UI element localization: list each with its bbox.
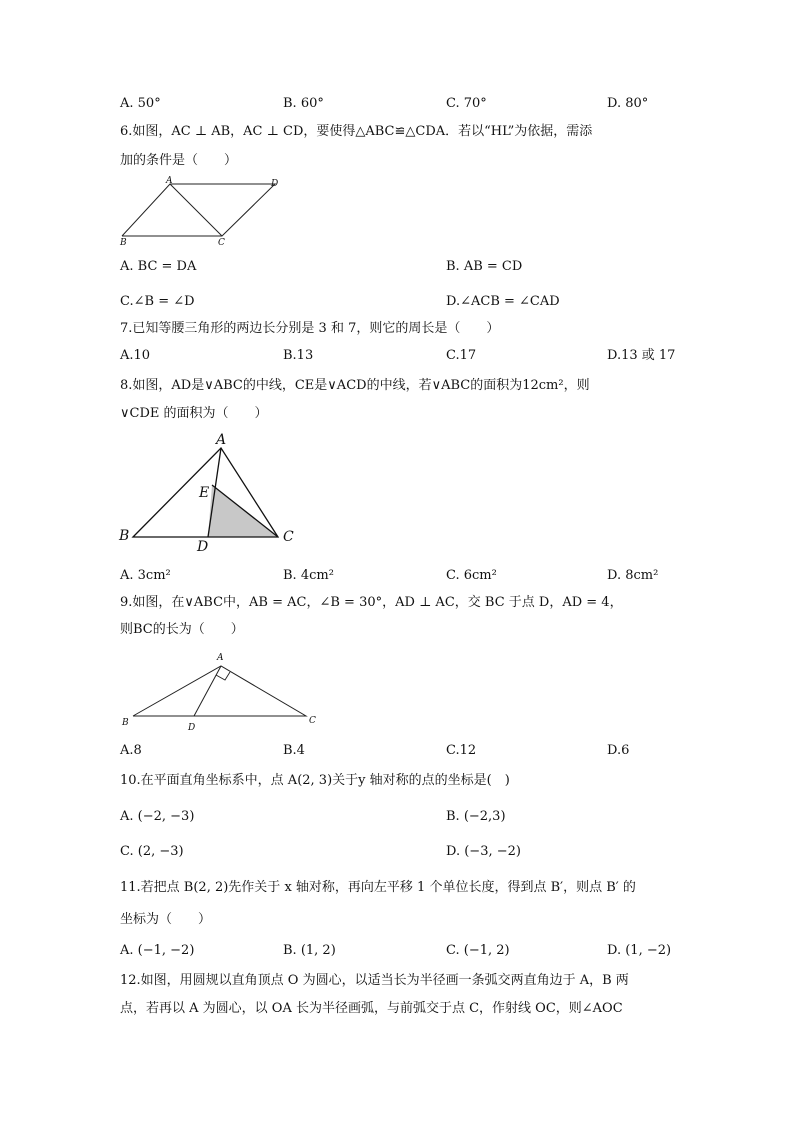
q7-option-c: C.17 — [446, 348, 477, 363]
q8-stem-line1: 8.如图，AD是∨ABC的中线，CE是∨ACD的中线，若∨ABC的面积为12cm²，则 — [120, 378, 590, 393]
q9-option-d: D.6 — [607, 743, 630, 758]
q11-stem-line1: 11.若把点 B(2, 2)先作关于 x 轴对称，再向左平移 1 个单位长度，得到点 B′，则点 B′ 的 — [120, 880, 636, 895]
q6-figure-parallelogram — [115, 175, 295, 250]
q7-stem-line1: 7.已知等腰三角形的两边长分别是 3 和 7，则它的周长是（ ） — [120, 321, 500, 336]
q10-stem-line1: 10.在平面直角坐标系中，点 A(2, 3)关于y 轴对称的点的坐标是( ) — [120, 773, 510, 788]
q5-option-d: D. 80° — [607, 96, 649, 111]
q6-option-d: D.∠ACB = ∠CAD — [446, 294, 560, 309]
q11-option-b: B. (1, 2) — [283, 943, 336, 958]
q6-label-b: B — [120, 238, 127, 248]
q9-option-a: A.8 — [120, 743, 142, 758]
q6-label-d: D — [271, 179, 279, 189]
q6-option-a: A. BC = DA — [120, 259, 197, 274]
q9-label-b: B — [122, 718, 129, 728]
q7-option-b: B.13 — [283, 348, 314, 363]
q12-stem-line1: 12.如图，用圆规以直角顶点 O 为圆心，以适当长为半径画一条弧交两直角边于 A，B 两 — [120, 973, 629, 988]
q7-option-d: D.13 或 17 — [607, 348, 676, 363]
q10-option-c: C. (2, −3) — [120, 844, 184, 859]
q11-stem-line2: 坐标为（ ） — [120, 912, 212, 927]
q6-label-a: A — [166, 176, 173, 186]
q10-option-a: A. (−2, −3) — [120, 809, 195, 824]
q8-option-a: A. 3cm² — [120, 568, 171, 583]
q8-figure-triangle — [115, 430, 305, 555]
q8-option-c: C. 6cm² — [446, 568, 497, 583]
q11-option-d: D. (1, −2) — [607, 943, 672, 958]
q6-stem-line2: 加的条件是（ ） — [120, 153, 238, 168]
q10-option-d: D. (−3, −2) — [446, 844, 521, 859]
q9-right-angle-mark — [216, 672, 230, 680]
q9-option-b: B.4 — [283, 743, 305, 758]
q8-option-b: B. 4cm² — [283, 568, 334, 583]
q6-option-b: B. AB = CD — [446, 259, 523, 274]
q5-option-c: C. 70° — [446, 96, 487, 111]
q10-option-b: B. (−2,3) — [446, 809, 506, 824]
q9-stem-line1: 9.如图，在∨ABC中，AB = AC，∠B = 30°，AD ⊥ AC，交 BC 于点 D，AD = 4， — [120, 595, 623, 610]
q8-option-d: D. 8cm² — [607, 568, 659, 583]
q9-label-a: A — [217, 653, 224, 663]
q9-stem-line2: 则BC的长为（ ） — [120, 622, 244, 637]
q9-figure-triangle — [118, 648, 328, 738]
q8-label-a: A — [216, 432, 227, 448]
q6-label-c: C — [218, 238, 225, 248]
q8-label-d: D — [197, 539, 209, 555]
q5-option-b: B. 60° — [283, 96, 324, 111]
q9-option-c: C.12 — [446, 743, 477, 758]
q8-label-e: E — [199, 485, 210, 501]
q8-label-c: C — [283, 529, 294, 545]
q9-label-d: D — [188, 723, 196, 733]
q8-stem-line2: ∨CDE 的面积为（ ） — [120, 406, 268, 421]
q5-option-a: A. 50° — [120, 96, 161, 111]
q11-option-c: C. (−1, 2) — [446, 943, 510, 958]
q7-option-a: A.10 — [120, 348, 151, 363]
q11-option-a: A. (−1, −2) — [120, 943, 195, 958]
q9-label-c: C — [309, 716, 316, 726]
q6-option-c: C.∠B = ∠D — [120, 294, 195, 309]
q12-stem-line2: 点，若再以 A 为圆心，以 OA 长为半径画弧，与前弧交于点 C，作射线 OC，则∠AOC — [120, 1001, 623, 1016]
q8-label-b: B — [119, 528, 130, 544]
q6-stem-line1: 6.如图，AC ⊥ AB，AC ⊥ CD，要使得△ABC≌△CDA．若以“HL”为依据，需添 — [120, 124, 593, 139]
